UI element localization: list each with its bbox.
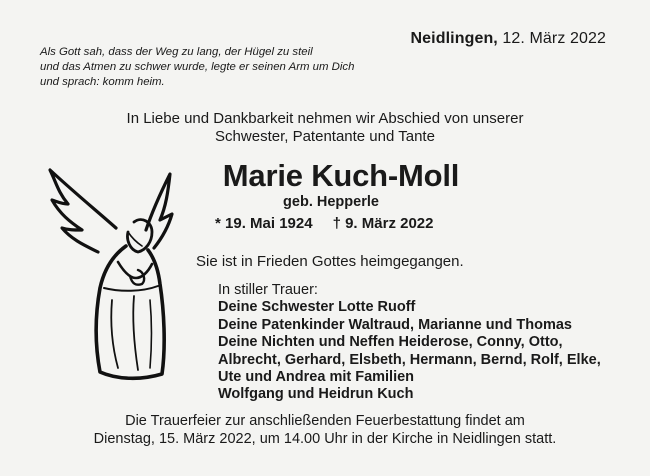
mourners-label: In stiller Trauer: [218,282,318,298]
place: Neidlingen, [410,30,498,47]
poem-line: und das Atmen zu schwer wurde, legte er seinen Arm um Dich [40,61,355,73]
intro-line: Schwester, Patentante und Tante [215,128,435,145]
peace-text: Sie ist in Frieden Gottes heimgegangen. [196,253,464,270]
funeral-line: Dienstag, 15. März 2022, um 14.00 Uhr in der Kirche in Neidlingen statt. [93,431,557,447]
mourner-line: Albrecht, Gerhard, Elsbeth, Hermann, Bernd, Rolf, Elke, [218,351,601,368]
place-date [411,30,606,48]
death-date: † 9. März 2022 [332,215,434,232]
mourner-line: Wolfgang und Heidrun Kuch [218,386,414,403]
mourners-block [218,282,601,404]
mourner-line: Ute und Andrea mit Familien [218,369,415,386]
poem [40,45,354,90]
deceased-name: Marie Kuch-Moll [222,158,460,193]
mourner-line: Deine Nichten und Neffen Heiderose, Conny, Otto, [218,334,563,351]
intro-line: In Liebe und Dankbarkeit nehmen wir Abschied von unserer [126,110,524,127]
intro-text [0,110,650,146]
birth-date: * 19. Mai 1924 [215,215,313,232]
mourner-line: Deine Patenkinder Waltraud, Marianne und Thomas [218,316,572,333]
life-dates [215,215,433,232]
funeral-info [0,412,650,448]
poem-line: und sprach: komm heim. [40,76,165,88]
poem-line: Als Gott sah, dass der Weg zu lang, der Hügel zu steil [40,46,313,58]
funeral-line: Die Trauerfeier zur anschließenden Feuerbestattung findet am [125,413,525,429]
date: 12. März 2022 [502,30,606,47]
birth-name: geb. Hepperle [283,194,379,210]
mourner-line: Deine Schwester Lotte Ruoff [218,299,416,316]
